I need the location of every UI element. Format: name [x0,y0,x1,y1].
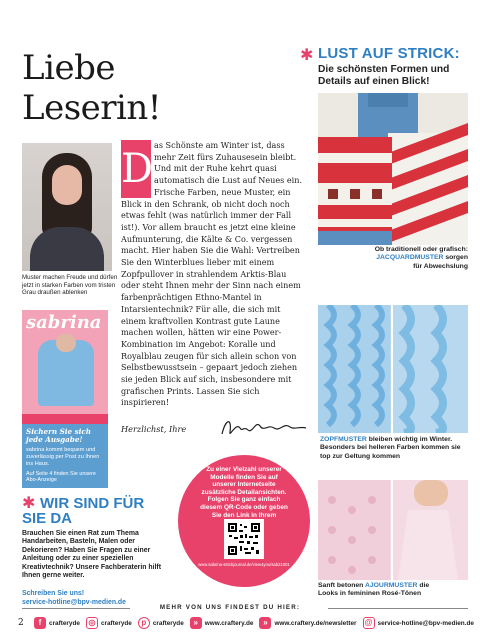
lace-knit-photo [318,480,468,580]
write-us-link[interactable]: Schreiben Sie uns! [22,590,85,597]
sign-off: Herzlichst, Ihre [121,424,187,434]
footer-item-instagram[interactable]: ◎ crafteryde [86,617,132,629]
editorial-body: as Schönste am Winter ist, dass mehr Zeit fürs Zuhausesein bleibt. Und mit der Ruhe kehrt quasi automatisch die Lust auf Neues ein. Frische Farben, neue Muster, ein Blick in den Schrank, ob nicht doch noch etwas fehlt (was natürlich immer der Fall ist!). Vor allem braucht es jetzt eine kleine Aufmunterung, die Kälte & Co. vergessen macht. Hier haben Sie die Wahl: Vertreiben Sie den Winterblues lieber mit einem Zopfpullover in strahlendem Arktis-Blau oder steht Ihnen mehr der Sinn nach einem farbenprächtigen Ethno-Mantel in Intarsientechnik? Für alle, die sich mit einem kraftvollen Kontrast gute Laune machen wollen, hätten wir eine Power-Kombination im Angebot: Koralle und Royalblau zeugen für sich allein schon von Selbstbewusstsein – gepaart jedoch ziehen sie jeden Blick auf sich, insbesondere mit grafischen Prints. Lassen Sie sich inspirieren! [121,140,303,408]
footer-item-newsletter[interactable]: » www.craftery.de/newsletter [259,617,356,629]
footer-divider-right [328,608,468,609]
footer-heading: MEHR VON UNS FINDEST DU HIER: [159,604,301,611]
cable-knit-photo [318,305,468,433]
knit-section-title: LUST AUF STRICK: [318,45,460,62]
magazine-cover-image[interactable] [22,310,108,424]
magazine-logo: sabrina [26,312,102,333]
qr-code[interactable] [224,519,264,559]
editorial-text [121,140,307,409]
page-title: Liebe Leserin! [22,48,161,128]
footer-links [18,614,474,632]
footer-item-pinterest[interactable]: p crafteryde [138,617,184,629]
pinterest-icon: p [138,617,150,629]
help-section-text: Brauchen Sie einen Rat zum Thema Handarbeiten, Basteln, Malen oder Dekorieren? Haben Sie Fragen zu einer Anleitung oder zu einer speziellen Kreativtechnik? Unsere Fachberaterin hilft Ihnen gerne weiter. [22,530,162,580]
editor-portrait-photo [22,143,112,271]
jacquard-sweater-photo [318,93,468,245]
page-number: 2 [18,618,24,628]
lace-caption: Sanft betonen AJOURMUSTER die Looks in femininen Rosé-Tönen [318,582,430,598]
signature-image [218,412,308,442]
drop-cap: D [121,140,151,198]
qr-url[interactable]: www.sabrina-strickjournal.de/view4you/sab21001 [198,562,290,567]
promo-title: Sichern Sie sich jede Ausgabe! [26,427,91,445]
jacquard-caption: Ob traditionell oder grafisch: JACQUARDMUSTER sorgen für Abwechslung [374,246,468,270]
footer-divider-left [22,608,130,609]
promo-text: sabrina kommt bequem und zuverlässig per Post zu Ihnen ins Haus. [26,446,100,467]
qr-info-text: Zu einer Vielzahl unserer Modelle finden Sie auf unserer Internetseite zusätzliche Detailansichten. Folgen Sie ganz einfach diesem QR-Code oder geben Sie den Link in Ihrem [200,466,288,519]
footer-item-facebook[interactable]: f crafteryde [34,617,80,629]
portrait-caption: Muster machen Freude und dürfen jetzt in starken Farben vom tristen Grau draußen ablenken [22,274,118,297]
facebook-icon: f [34,617,46,629]
help-section-title: ✱ WIR SIND FÜR SIE DA [22,495,145,527]
subscription-promo-box [22,424,108,488]
cable-caption: ZOPFMUSTER bleiben wichtig im Winter. Besonders bei helleren Farben kommen sie top zur Geltung kommen [320,436,461,460]
asterisk-icon: ✱ [300,47,314,64]
asterisk-icon: ✱ [22,495,36,512]
knit-section-header [300,45,468,88]
web-icon: » [190,617,202,629]
knit-section-subtitle: Die schönsten Formen und Details auf einen Blick! [318,64,450,87]
service-email-link[interactable]: service-hotline@bpv-medien.de [22,599,126,606]
footer-item-web[interactable]: » www.craftery.de [190,617,254,629]
footer-item-email[interactable]: @ service-hotline@bpv-medien.de [363,617,474,629]
instagram-icon: ◎ [86,617,98,629]
email-icon: @ [363,617,375,629]
newsletter-icon: » [259,617,271,629]
promo-footnote: Auf Seite 4 finden Sie unsere Abo-Anzeige [26,470,96,484]
